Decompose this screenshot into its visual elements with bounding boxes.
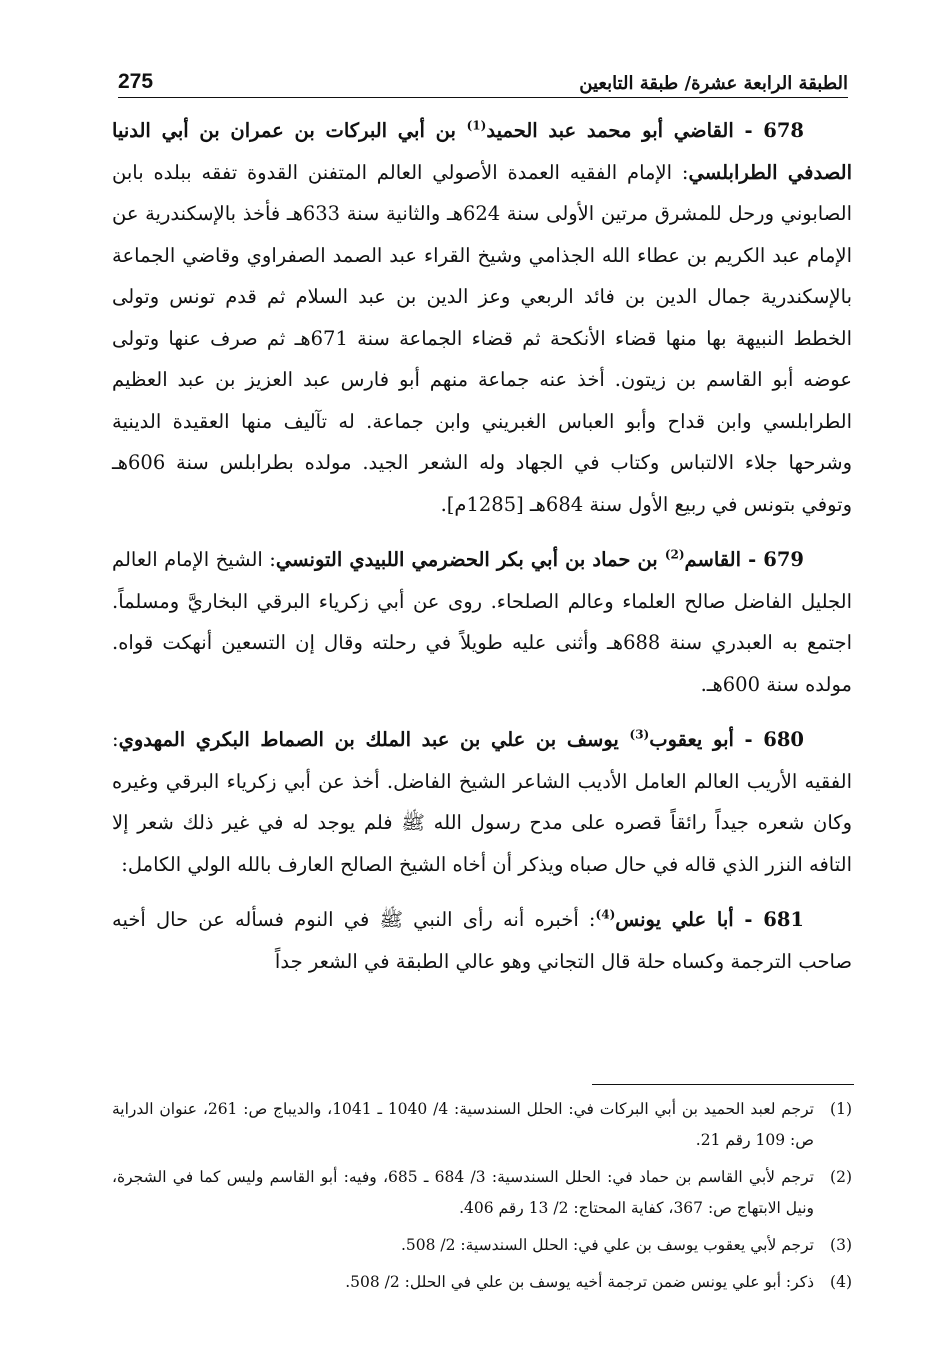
page-number: 275 (118, 70, 154, 93)
footnote-ref: (1) (466, 118, 487, 133)
page-header (118, 58, 848, 98)
entry-body: : أخبره أنه رأى النبي ﷺ في النوم فسأله عن حال أخيه صاحب الترجمة وكساه حلة قال التجاني وهو عالي الطبقة في الشعر جداً (112, 908, 852, 973)
entry-heading: 679 - القاسم (684, 548, 804, 571)
entry-body: : الإمام الفقيه العمدة الأصولي العالم المتفنن القدوة تفقه ببلده بابن الصابوني ورحل للمشرق مرتين الأولى سنة 624هـ والثانية سنة 633هـ فأخذ بالإسكندرية عن الإمام عبد الكريم بن عطاء الله الجذامي وشيخ القراء عبد الصمد الصفراوي وقاضي الجماعة بالإسكندرية جمال الدين بن فائد الربعي وعز الدين بن عبد السلام ثم قدم تونس وتولى الخطط النبيهة بها منها قضاء الأنكحة ثم قضاء الجماعة سنة 671هـ ثم صرف عنها وتولى عوضه أبو القاسم بن زيتون. أخذ عنه جماعة منهم أبو فارس عبد العزيز بن عبد العظيم الطرابلسي وابن قداح وأبو العباس الغبريني وابن جماعة. له تآليف منها العقيدة الدينية وشرحها جلاء الالتباس وكتاب في الجهاد وله الشعر الجيد. مولده بطرابلس سنة 606هـ وتوفي بتونس في ربيع الأول سنة 684هـ [1285م]. (112, 160, 852, 516)
entry-681 (112, 899, 852, 982)
footnote-item (112, 1094, 852, 1156)
footnote-item (112, 1162, 852, 1224)
entry-heading: 678 - القاضي أبو محمد عبد الحميد (486, 119, 804, 142)
entry-678 (112, 110, 852, 525)
footnote-text: ترجم لعبد الحميد بن أبي البركات في: الحلل السندسية: 4/ 1040 ـ 1041، والديباج ص: 261، عنوان الدراية ص: 109 رقم 21. (112, 1100, 814, 1149)
entry-679 (112, 539, 852, 705)
running-title: الطبقة الرابعة عشرة/ طبقة التابعين (579, 73, 848, 94)
footnote-text: ترجم لأبي القاسم بن حماد في: الحلل السندسية: 3/ 684 ـ 685، وفيه: أبو القاسم وليس كما في الشجرة، ونيل الابتهاج ص: 367، كفاية المحتاج: 2/ 13 رقم 406. (112, 1168, 814, 1217)
footnote-item (112, 1230, 852, 1261)
entry-heading-rest: بن حماد بن أبي بكر الحضرمي اللبيدي التونسي (275, 548, 665, 571)
entry-body: : الفقيه الأريب العالم العامل الأديب الشاعر الشيخ الفاضل. أخذ عن أبي زكرياء البرقي وغيره وكان شعره جيداً رائقاً قصره على مدح رسول الله ﷺ فلم يوجد له في غير ذلك شعر إلا التافه النزر الذي قاله في حال صباه ويذكر أن أخاه الشيخ الصالح العارف بالله الولي الكامل: (112, 728, 852, 876)
footnote-item (112, 1267, 852, 1298)
footnote-separator (592, 1084, 854, 1085)
footnote-ref: (2) (664, 547, 685, 562)
entry-heading-rest: يوسف بن علي بن عبد الملك بن الصماط البكري المهدوي (118, 728, 630, 751)
footnote-number: (1) (830, 1100, 852, 1118)
footnote-number: (2) (830, 1168, 852, 1186)
footnote-ref: (4) (595, 907, 616, 922)
entry-heading-rest: بن أبي البركات بن عمران بن أبي الدنيا الصدفي الطرابلسي (112, 119, 852, 184)
footnote-text: ذكر: أبو علي يونس ضمن ترجمة أخيه يوسف بن علي في الحلل: 2/ 508. (345, 1273, 814, 1291)
entry-body: : الشيخ الإمام العالم الجليل الفاضل صالح العلماء وعالم الصلحاء. روى عن أبي زكرياء البرقي البخاريَّ ومسلماً. اجتمع به العبدري سنة 688هـ وأثنى عليه طويلاً في رحلته وقال إن التسعين أنهكت قواه. مولده سنة 600هـ. (112, 548, 852, 696)
main-text (112, 110, 852, 982)
footnote-ref: (3) (629, 727, 650, 742)
entry-heading: 680 - أبو يعقوب (649, 728, 805, 751)
footnote-text: ترجم لأبي يعقوب يوسف بن علي في: الحلل السندسية: 2/ 508. (400, 1236, 814, 1254)
footnote-number: (4) (830, 1273, 852, 1291)
footnote-number: (3) (830, 1236, 852, 1254)
footnotes (112, 1094, 852, 1304)
entry-680 (112, 719, 852, 885)
entry-heading: 681 - أبا علي يونس (615, 908, 804, 931)
